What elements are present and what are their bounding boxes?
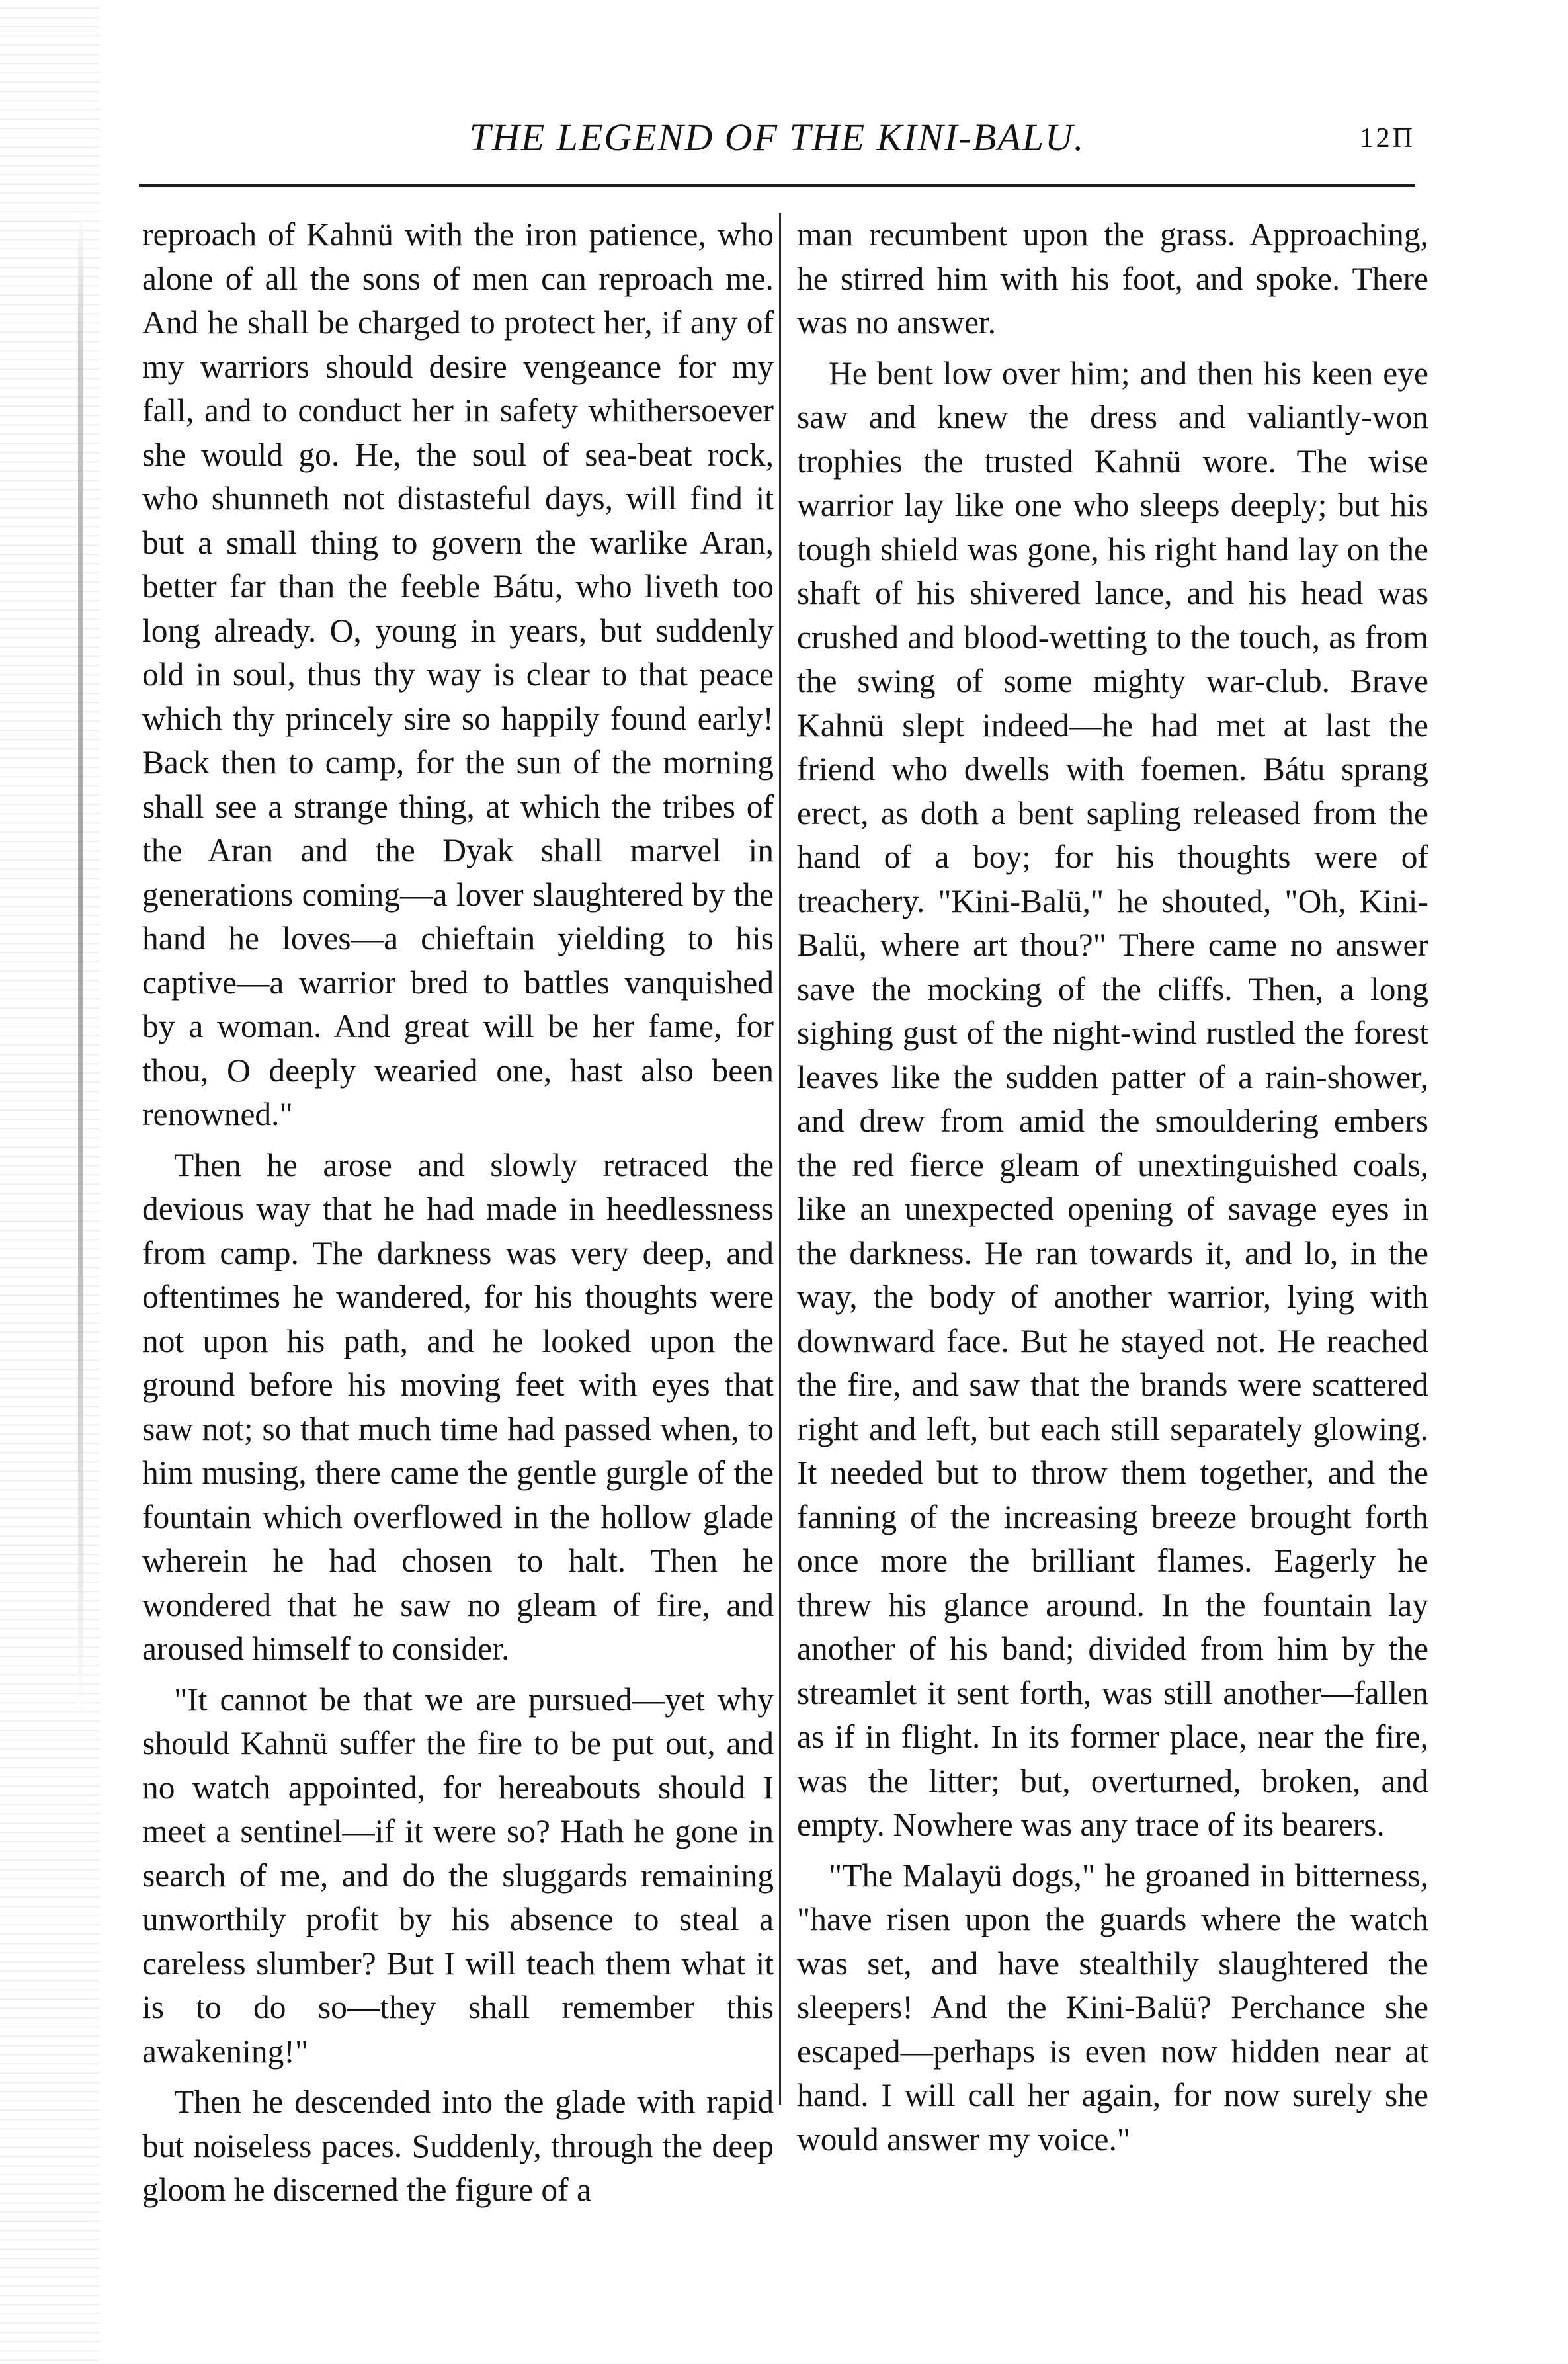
column-divider: [779, 213, 781, 2105]
page-header: [139, 111, 1415, 164]
paragraph: reproach of Kahnü with the iron patience, who alone of all the sons of men can reproach me. And he shall be charged to protect her, if any of my warriors should desire vengeance for my fall, and to conduct her in safety whithersoever she would go. He, the soul of sea-beat rock, who shunneth not distasteful days, will find it but a small thing to govern the warlike Aran, better far than the feeble Bátu, who liveth too long already. O, young in years, but suddenly old in soul, thus thy way is clear to that peace which thy princely sire so happily found early! Back then to camp, for the sun of the morning shall see a strange thing, at which the tribes of the Aran and the Dyak shall marvel in generations coming—a lover slaughtered by the hand he loves—a chieftain yielding to his captive—a warrior bred to battles vanquished by a woman. And great will be her fame, for thou, O deeply wearied one, hast also been renowned.": [142, 216, 774, 1132]
paragraph: Then he arose and slowly retraced the devious way that he had made in heedlessness from camp. The darkness was very deep, and oftentimes he wandered, for his thoughts were not upon his path, and he looked upon the ground before his moving feet with eyes that saw not; so that much time had passed when, to him musing, there came the gentle gurgle of the fountain which overflowed in the hollow glade wherein he had chosen to halt. Then he wondered that he saw no gleam of fire, and aroused himself to consider.: [142, 1146, 774, 1667]
paragraph: "It cannot be that we are pursued—yet why should Kahnü suffer the fire to be put out, and no watch appointed, for hereabouts should I meet a sentinel—if it were so? Hath he gone in search of me, and do the sluggards remaining unworthily profit by his absence to steal a careless slumber? But I will teach them what it is to do so—they shall remember this awakening!": [142, 1681, 774, 2070]
paragraph: Then he descended into the glade with rapid but noiseless paces. Suddenly, through the deep gloom he discerned the figure of a: [142, 2084, 774, 2208]
scan-binding-shadow: [78, 212, 83, 1720]
page-number: 12П: [1359, 123, 1415, 153]
paragraph: "The Malayü dogs," he groaned in bitterness, "have risen upon the guards where the watch was set, and have stealthily slaughtered the sleepers! And the Kini-Balü? Perchance she escaped—perhaps is even now hidden near at hand. I will call her again, for now surely she would answer my voice.": [797, 1857, 1428, 2158]
scan-gutter: [0, 0, 99, 2364]
paragraph: man recumbent upon the grass. Approaching, he stirred him with his foot, and spoke. There was no answer.: [797, 216, 1428, 341]
left-column: [142, 213, 774, 2213]
paragraph: He bent low over him; and then his keen eye saw and knew the dress and valiantly-won trophies the trusted Kahnü wore. The wise warrior lay like one who sleeps deeply; but his tough shield was gone, his right hand lay on the shaft of his shivered lance, and his head was crushed and blood-wetting to the touch, as from the swing of some mighty war-club. Brave Kahnü slept indeed—he had met at last the friend who dwells with foemen. Bátu sprang erect, as doth a bent sapling released from the hand of a boy; for his thoughts were of treachery. "Kini-Balü," he shouted, "Oh, Kini-Balü, where art thou?" There came no answer save the mocking of the cliffs. Then, a long sighing gust of the night-wind rustled the forest leaves like the sudden patter of a rain-shower, and drew from amid the smouldering embers the red fierce gleam of unextinguished coals, like an unexpected opening of savage eyes in the darkness. He ran towards it, and lo, in the way, the body of another warrior, lying with downward face. But he stayed not. He reached the fire, and saw that the brands were scattered right and left, but each still separately glowing. It needed but to throw them together, and the fanning of the increasing breeze brought forth once more the brilliant flames. Eagerly he threw his glance around. In the fountain lay another of his band; divided from him by the streamlet it sent forth, was still another—fallen as if in flight. In its former place, near the fire, was the litter; but, overturned, broken, and empty. Nowhere was any trace of its bearers.: [797, 355, 1428, 1843]
header-rule: [139, 184, 1415, 187]
right-column: [797, 213, 1428, 2162]
running-title: THE LEGEND OF THE KINI-BALU.: [469, 116, 1085, 159]
